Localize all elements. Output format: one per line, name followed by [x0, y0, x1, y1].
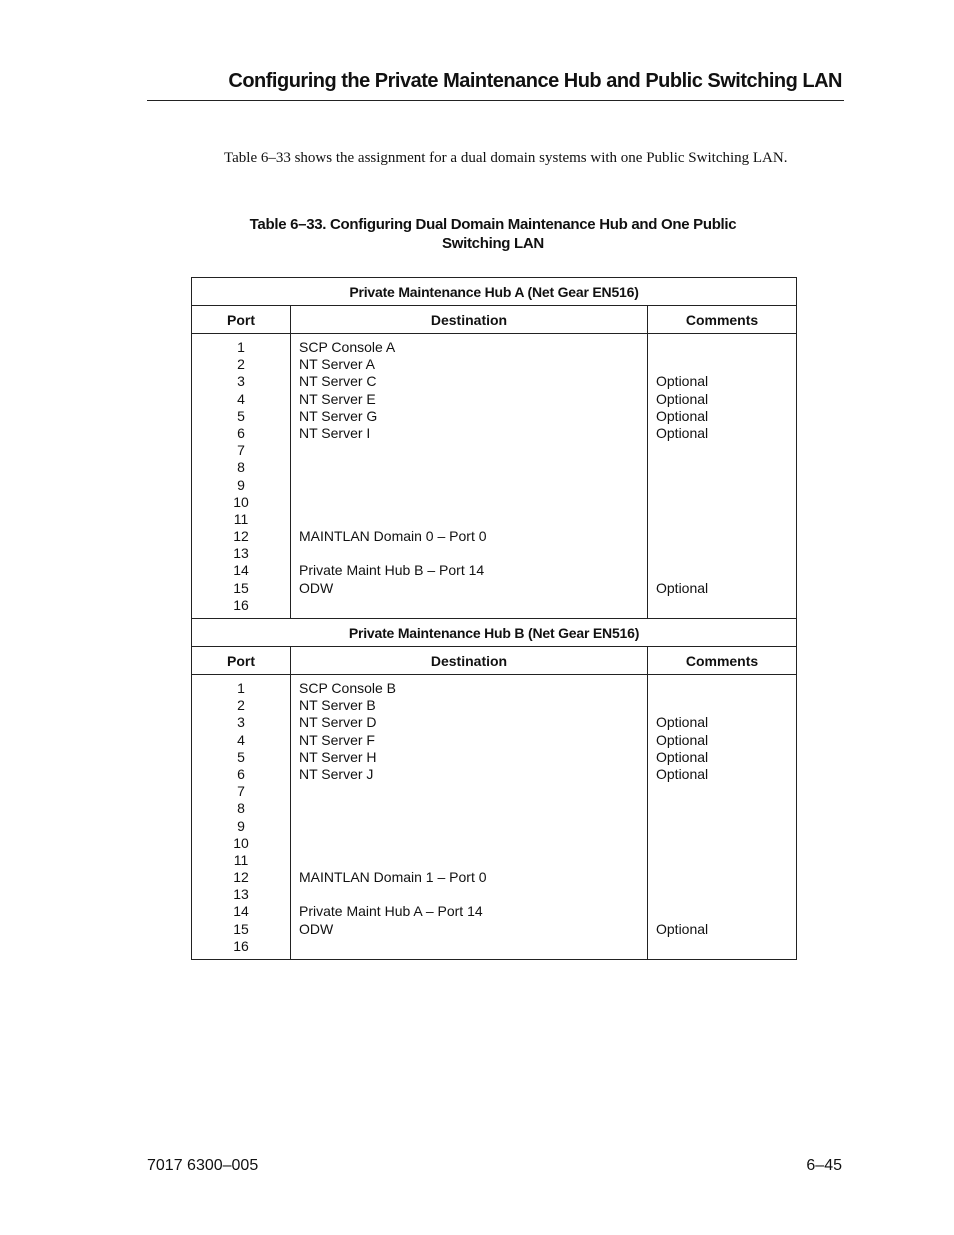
comments-value [656, 835, 796, 852]
comments-value: Optional [656, 373, 709, 390]
destination-value [299, 886, 647, 903]
comments-value [656, 818, 796, 835]
port-value: 9 [237, 817, 245, 834]
comments-column-cell [648, 675, 797, 960]
page-title: Configuring the Private Maintenance Hub and Public Switching LAN [228, 70, 842, 92]
port-value: 11 [233, 510, 249, 527]
column-header-row [192, 647, 797, 675]
comments-value [656, 356, 796, 373]
hub-section-title-row [192, 619, 797, 647]
destination-value: NT Server J [299, 765, 374, 782]
destination-value: NT Server H [299, 748, 377, 765]
port-value: 3 [237, 714, 245, 731]
destination-column-cell [291, 675, 648, 960]
comments-value [656, 852, 796, 869]
comments-value [656, 528, 796, 545]
comments-value [656, 442, 796, 459]
destination-value: NT Server E [299, 390, 376, 407]
port-column-cell [192, 675, 291, 960]
comments-value [656, 938, 796, 955]
port-column-cell [192, 334, 291, 619]
destination-value: ODW [299, 920, 334, 937]
column-header-row [192, 306, 797, 334]
column-header-comments: Comments [648, 306, 797, 334]
port-value: 8 [237, 459, 245, 476]
comments-value: Optional [656, 714, 709, 731]
destination-value: ODW [299, 579, 334, 596]
destination-value [299, 818, 647, 835]
comments-value: Optional [656, 748, 709, 765]
destination-value [299, 597, 647, 614]
comments-value [656, 562, 796, 579]
comments-value [656, 339, 796, 356]
port-value: 4 [237, 390, 245, 407]
document-number: 7017 6300–005 [147, 1157, 259, 1174]
port-value: 5 [237, 407, 245, 424]
port-value: 10 [233, 834, 249, 851]
port-value: 3 [237, 373, 245, 390]
column-header-port: Port [192, 306, 291, 334]
destination-value: NT Server B [299, 697, 376, 714]
table-caption-line-2: Switching LAN [442, 235, 544, 252]
destination-value: NT Server D [299, 714, 377, 731]
destination-column-cell [291, 334, 648, 619]
hub-assignment-table [191, 277, 797, 960]
port-value: 16 [233, 596, 249, 613]
comments-value [656, 886, 796, 903]
comments-value [656, 869, 796, 886]
comments-value [656, 697, 796, 714]
destination-value [299, 477, 647, 494]
port-value: 1 [237, 339, 245, 355]
intro-paragraph: Table 6–33 shows the assignment for a dual domain systems with one Public Switching LAN. [224, 150, 788, 166]
destination-value: NT Server C [299, 373, 377, 390]
page-number: 6–45 [806, 1157, 842, 1174]
page-header [147, 70, 844, 101]
hub-ports-row [192, 675, 797, 960]
port-value: 9 [237, 476, 245, 493]
hub-section-title: Private Maintenance Hub A (Net Gear EN516) [192, 278, 797, 306]
port-value: 15 [233, 579, 249, 596]
hub-ports-row [192, 334, 797, 619]
comments-value [656, 494, 796, 511]
port-value: 15 [233, 920, 249, 937]
port-value: 14 [233, 562, 249, 579]
port-value: 2 [237, 356, 245, 373]
comments-value: Optional [656, 765, 709, 782]
port-value: 7 [237, 783, 245, 800]
comments-column-cell [648, 334, 797, 619]
column-header-port: Port [192, 647, 291, 675]
port-value: 7 [237, 442, 245, 459]
destination-value [299, 783, 647, 800]
port-value: 1 [237, 680, 245, 696]
destination-value [299, 938, 647, 955]
destination-value [299, 494, 647, 511]
destination-value: NT Server A [299, 356, 375, 373]
port-value: 12 [233, 528, 249, 545]
port-value: 13 [233, 886, 249, 903]
comments-value [656, 477, 796, 494]
comments-value [656, 597, 796, 614]
destination-value: NT Server G [299, 407, 378, 424]
destination-value [299, 442, 647, 459]
comments-value [656, 783, 796, 800]
destination-value: SCP Console B [299, 680, 397, 696]
destination-value [299, 545, 647, 562]
hub-section-title-row [192, 278, 797, 306]
port-value: 16 [233, 937, 249, 954]
destination-value [299, 800, 647, 817]
port-value: 13 [233, 545, 249, 562]
port-value: 6 [237, 765, 245, 782]
comments-value: Optional [656, 390, 709, 407]
destination-value: Private Maint Hub A – Port 14 [299, 903, 483, 920]
table-caption-line-1: Table 6–33. Configuring Dual Domain Maintenance Hub and One Public [249, 216, 737, 233]
port-value: 2 [237, 697, 245, 714]
destination-value: MAINTLAN Domain 0 – Port 0 [299, 528, 487, 545]
comments-value [656, 903, 796, 920]
destination-value: MAINTLAN Domain 1 – Port 0 [299, 869, 487, 886]
comments-value: Optional [656, 424, 709, 441]
destination-value: NT Server I [299, 424, 371, 441]
port-value: 5 [237, 748, 245, 765]
destination-value [299, 852, 647, 869]
port-value: 8 [237, 800, 245, 817]
comments-value [656, 680, 796, 697]
hub-section-title: Private Maintenance Hub B (Net Gear EN516) [192, 619, 797, 647]
destination-value [299, 459, 647, 476]
destination-value: NT Server F [299, 731, 375, 748]
comments-value: Optional [656, 407, 709, 424]
destination-value [299, 835, 647, 852]
comments-value [656, 545, 796, 562]
column-header-destination: Destination [291, 647, 648, 675]
destination-value: SCP Console A [299, 339, 396, 355]
column-header-destination: Destination [291, 306, 648, 334]
comments-value: Optional [656, 920, 709, 937]
port-value: 12 [233, 869, 249, 886]
port-value: 6 [237, 424, 245, 441]
comments-value [656, 800, 796, 817]
comments-value: Optional [656, 579, 709, 596]
comments-value [656, 459, 796, 476]
port-value: 10 [233, 493, 249, 510]
comments-value [656, 511, 796, 528]
destination-value [299, 511, 647, 528]
table-caption [191, 215, 795, 253]
port-value: 14 [233, 903, 249, 920]
destination-value: Private Maint Hub B – Port 14 [299, 562, 485, 579]
column-header-comments: Comments [648, 647, 797, 675]
port-value: 4 [237, 731, 245, 748]
comments-value: Optional [656, 731, 709, 748]
port-value: 11 [233, 851, 249, 868]
